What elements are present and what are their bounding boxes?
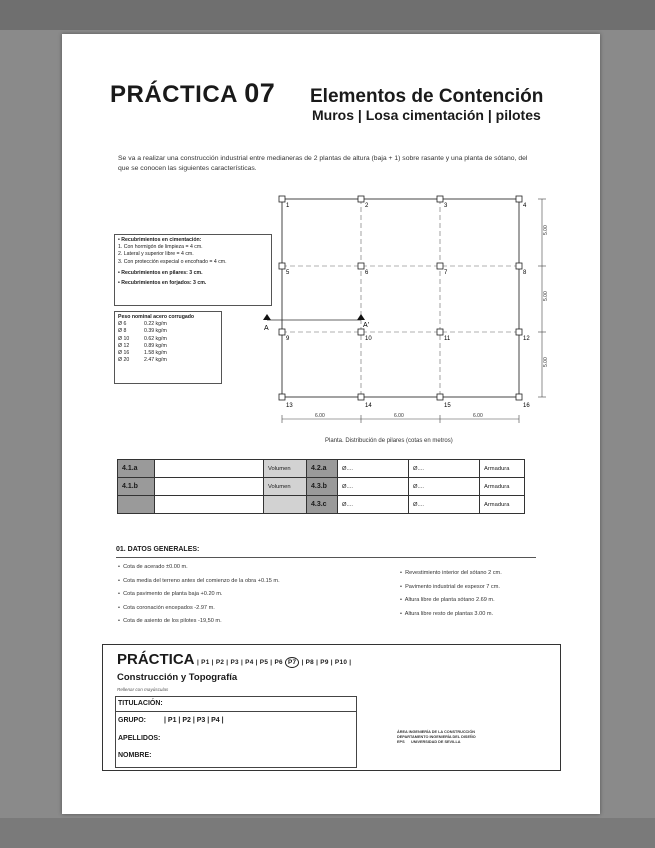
table-vol-label: Volumen [264, 478, 307, 496]
practice-number: 07 [244, 78, 276, 108]
pillar-label: 1 [286, 203, 290, 209]
list-item-text: Cota media del terreno antes del comienzo de la obra +0.15 m. [123, 577, 280, 584]
table-code: 4.1.a [118, 460, 155, 478]
list-item-text: Cota de acerado ±0.00 m. [123, 564, 188, 570]
phi-field[interactable]: Ø.... [338, 478, 409, 496]
recubrimiento-pilares: • Recubrimientos en pilares: 3 cm. [118, 269, 203, 276]
grupo-label: GRUPO: [118, 717, 146, 724]
department-info [397, 730, 527, 745]
list-item: • Cota coronación encepados -2.97 m. [118, 604, 215, 611]
pillar-label: 16 [523, 403, 530, 409]
area-line: ÁREA INGENIERÍA DE LA CONSTRUCCIÓN [397, 730, 476, 734]
acero-weight: 2.47 kg/m [144, 357, 167, 364]
department-line: DEPARTAMENTO INGENIERÍA DEL DISEÑO [397, 735, 476, 739]
table-arm-label: Armadura [480, 460, 525, 478]
pillar-label: 3 [444, 203, 448, 209]
grid-lines [282, 199, 519, 397]
scan-background-bottom [0, 818, 655, 848]
slab-outline [282, 199, 519, 397]
pillar-marker [516, 394, 522, 400]
section-title: 01. DATOS GENERALES: [116, 546, 200, 553]
titulacion-label: TITULACIÓN: [118, 700, 163, 707]
student-fields-box [115, 696, 357, 768]
section-arrow-a [263, 314, 271, 320]
table-code: 4.3.c [307, 496, 338, 514]
list-item-text: Cota de asiento de los pilotes -19,50 m. [123, 618, 222, 624]
table-row [118, 460, 525, 478]
list-item-text: Cota coronación encepados -2.97 m. [123, 604, 215, 611]
university-text: UNIVERSIDAD DE SEVILLA [410, 740, 461, 744]
volumen-input[interactable] [155, 460, 264, 478]
pillar-marker [358, 394, 364, 400]
table-row [118, 478, 525, 496]
section-divider [116, 557, 536, 558]
pillar-label: 6 [365, 270, 369, 276]
pillar-label: 11 [444, 336, 451, 342]
dimension-lines [282, 199, 546, 423]
practice-list-b: | P8 | P9 | P10 | [301, 659, 352, 666]
pillar-marker [437, 263, 443, 269]
dim-y-label: 5.00 [543, 357, 549, 367]
page-subtitle: Muros | Losa cimentación | pilotes [312, 107, 541, 123]
acero-box [114, 311, 222, 384]
pillar-label: 2 [365, 203, 369, 209]
pillar-marker [437, 394, 443, 400]
pillar-marker [437, 329, 443, 335]
acero-weight: 0.89 kg/m [144, 342, 167, 349]
pillar-marker [516, 196, 522, 202]
dim-x-label: 6.00 [394, 413, 404, 419]
phi-field[interactable]: Ø.... [409, 496, 480, 514]
pillar-label: 5 [286, 270, 290, 276]
acero-row [118, 336, 218, 343]
acero-row [118, 343, 218, 350]
pillar-marker [516, 329, 522, 335]
intro-text: Se va a realizar una construcción industrial entre medianeras de 2 plantas de altura (baja + 1) sobre rasante y una planta de sótano, del que se conocen las siguientes características. [118, 155, 528, 172]
apellidos-label: APELLIDOS: [118, 735, 161, 742]
datos-right-list [400, 570, 560, 624]
list-item-text: Pavimento industrial de espesor 7 cm. [405, 583, 500, 590]
phi-field[interactable]: Ø.... [409, 460, 480, 478]
section-a2-label: A' [363, 322, 370, 329]
table-code: 4.2.a [307, 460, 338, 478]
list-item: • Cota pavimento de planta baja +0.20 m. [118, 591, 223, 597]
pillar-marker [279, 196, 285, 202]
pillar-marker [279, 263, 285, 269]
pillar-label: 8 [523, 270, 527, 276]
student-form [102, 644, 561, 771]
pillar-marker [437, 196, 443, 202]
plan-drawing [257, 189, 557, 439]
acero-row [118, 357, 218, 364]
field-divider [116, 711, 356, 712]
table-arm-label: Armadura [480, 496, 525, 514]
list-item-text: Altura libre resto de plantas 3.00 m. [404, 610, 494, 617]
recubrimientos-box [114, 234, 272, 306]
section-arrow-a2 [357, 314, 365, 320]
recubrimiento-pilares-text: Recubrimientos en pilares: 3 cm. [121, 269, 203, 276]
pillar-label: 9 [286, 336, 290, 342]
volumen-input[interactable] [155, 478, 264, 496]
form-practica-title: PRÁCTICA [117, 651, 195, 668]
acero-weight: 1.58 kg/m [144, 350, 167, 357]
acero-row [118, 328, 218, 335]
pillar-label: 4 [523, 203, 527, 209]
acero-weight: 0.39 kg/m [144, 328, 167, 335]
recubrimiento-forjados-text: Recubrimientos en forjados: 3 cm. [121, 280, 207, 287]
acero-diam: Ø 8 [118, 328, 127, 335]
acero-row [118, 350, 218, 357]
acero-title: Peso nominal acero corrugado [118, 314, 195, 320]
selected-practice[interactable]: P7 [285, 657, 299, 668]
section-a-label: A [264, 325, 269, 332]
list-item-text: Altura libre de planta sótano 2.69 m. [404, 597, 495, 603]
pillar-marker [358, 196, 364, 202]
scan-background-top [0, 0, 655, 30]
recubrimiento-item: 2. Lateral y superior libre = 4 cm. [118, 251, 194, 258]
eps-text: EPS [397, 740, 405, 744]
university-line [397, 740, 527, 745]
table-vol-label: Volumen [264, 460, 307, 478]
table-empty-cell [264, 496, 307, 514]
phi-field[interactable]: Ø.... [338, 460, 409, 478]
pillar-label: 13 [286, 403, 293, 409]
acero-diam: Ø 6 [118, 321, 127, 328]
table-code: 4.1.b [118, 478, 155, 496]
pillar-label: 15 [444, 403, 451, 409]
acero-weight: 0.22 kg/m [144, 321, 167, 328]
recubrimientos-title-text: Recubrimientos en cimentación: [121, 237, 202, 243]
table-row [118, 496, 525, 514]
document-page [62, 34, 600, 814]
recubrimiento-forjados: • Recubrimientos en forjados: 3 cm. [118, 280, 207, 287]
pillar-label: 12 [523, 336, 530, 342]
fill-note: Rellenar con mayúsculas [117, 687, 169, 692]
pillars-group [279, 196, 530, 409]
list-item: • Cota de acerado ±0.00 m. [118, 564, 188, 570]
list-item-text: Cota pavimento de planta baja +0.20 m. [123, 591, 223, 597]
nombre-label: NOMBRE: [118, 752, 152, 759]
acero-diam: Ø 10 [118, 335, 130, 342]
acero-diam: Ø 12 [118, 342, 130, 349]
acero-diam: Ø 20 [118, 357, 130, 364]
grupo-options[interactable]: | P1 | P2 | P3 | P4 | [164, 717, 224, 724]
plan-caption: Planta. Distribución de pilares (cotas en metros) [325, 438, 453, 444]
pillar-marker [358, 263, 364, 269]
list-item: • Pavimento industrial de espesor 7 cm. [400, 583, 500, 590]
list-item: • Cota de asiento de los pilotes -19,50 m. [118, 618, 222, 624]
recubrimientos-title: • Recubrimientos en cimentación: [118, 237, 202, 243]
table-empty-cell [118, 496, 155, 514]
practice-title [110, 78, 275, 109]
pillar-marker [516, 263, 522, 269]
list-item: • Altura libre de planta sótano 2.69 m. [400, 597, 495, 603]
recubrimiento-item: 3. Con protección especial o encofrado = 4 cm. [118, 258, 227, 265]
list-item: • Altura libre resto de plantas 3.00 m. [400, 610, 494, 617]
pillar-label: 14 [365, 403, 372, 409]
table-code: 4.3.b [307, 478, 338, 496]
acero-diam: Ø 16 [118, 350, 130, 357]
practice-list-a: | P1 | P2 | P3 | P4 | P5 | P6 [197, 659, 283, 666]
pillar-label: 10 [365, 336, 372, 342]
dim-y-label: 5.00 [543, 291, 549, 301]
pillar-marker [279, 329, 285, 335]
phi-field[interactable]: Ø.... [409, 478, 480, 496]
phi-field[interactable]: Ø.... [338, 496, 409, 514]
pillar-marker [279, 394, 285, 400]
dim-x-label: 6.00 [315, 413, 325, 419]
dim-x-label: 6.00 [473, 413, 483, 419]
list-item-text: Revestimiento interior del sótano 2 cm. [405, 570, 502, 576]
dim-y-label: 5.00 [543, 225, 549, 235]
page-title: Elementos de Contención [310, 86, 544, 107]
table-empty-cell [155, 496, 264, 514]
course-title: Construcción y Topografía [117, 672, 238, 683]
datos-left-list [118, 564, 358, 632]
list-item: • Revestimiento interior del sótano 2 cm. [400, 570, 502, 576]
pillar-label: 7 [444, 270, 448, 276]
pillar-marker [358, 329, 364, 335]
list-item: • Cota media del terreno antes del comienzo de la obra +0.15 m. [118, 577, 280, 584]
practice-selector [197, 657, 351, 668]
recubrimiento-item: 1. Con hormigón de limpieza = 4 cm. [118, 244, 203, 251]
acero-weight: 0.62 kg/m [144, 335, 167, 342]
acero-row [118, 321, 218, 328]
practice-label: PRÁCTICA [110, 81, 238, 108]
table-arm-label: Armadura [480, 478, 525, 496]
answer-table [117, 459, 525, 514]
